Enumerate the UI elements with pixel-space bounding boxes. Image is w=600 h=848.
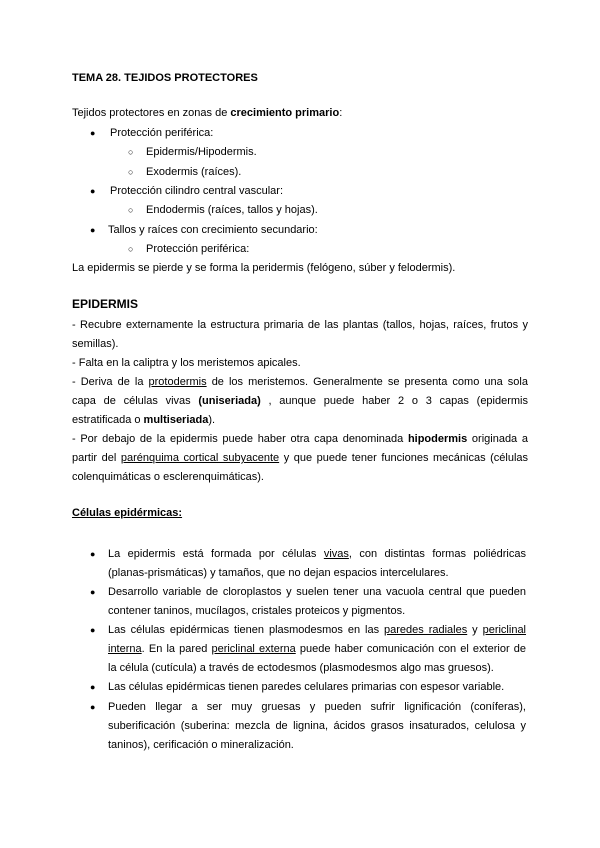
section-heading: EPIDERMIS (72, 297, 139, 311)
paragraph-line: - Deriva de la protodermis de los meristemos. Generalmente se presenta como una sola (72, 376, 528, 388)
list-item-line: Las células epidérmicas tienen paredes celulares primarias con espesor variable. (108, 681, 505, 693)
circle-bullet-icon: ○ (128, 244, 134, 254)
intro-line: Tejidos protectores en zonas de crecimiento primario: (72, 107, 343, 119)
paragraph-line: - Falta en la caliptra y los meristemos apicales. (72, 357, 301, 369)
list-item-line: Pueden llegar a ser muy gruesas y pueden sufrir lignificación (coníferas), (108, 701, 526, 713)
page-title: TEMA 28. TEJIDOS PROTECTORES (72, 72, 258, 84)
list-item-line: taninos), cerificación o mineralización. (108, 739, 294, 751)
list-item-line: contener taninos, mucílagos, cristales proteicos y pigmentos. (108, 605, 406, 617)
paragraph-line: capa de células vivas (uniseriada) , aunque puede haber 2 o 3 capas (epidermis (72, 395, 529, 407)
bullet-icon: ● (90, 587, 96, 597)
list-item-line: Desarrollo variable de cloroplastos y suelen tener una vacuola central que pueden (108, 586, 526, 598)
list-item-line: la célula (cutícula) a través de ectodesmos (plasmodesmos algo mas gruesos). (108, 662, 494, 674)
section-heading: Células epidérmicas: (72, 507, 183, 519)
paragraph-line: colenquimáticas o esclerenquimáticas). (72, 471, 264, 483)
list-item-line: La epidermis está formada por células vivas, con distintas formas poliédricas (108, 548, 526, 560)
paragraph-line: - Por debajo de la epidermis puede haber otra capa denominada hipodermis originada a (72, 433, 528, 445)
list-item: Protección periférica: (110, 127, 214, 139)
list-item-line: (planas-prismáticas) y tamaños, que no dejan espacios intercelulares. (108, 567, 449, 579)
bullet-icon: ● (90, 702, 96, 712)
bullet-icon: ● (90, 625, 96, 635)
paragraph-line: estratificada o multiseriada). (72, 414, 216, 426)
list-item: Endodermis (raíces, tallos y hojas). (146, 204, 318, 216)
list-item: Protección cilindro central vascular: (110, 185, 284, 197)
circle-bullet-icon: ○ (128, 205, 134, 215)
list-item: Protección periférica: (146, 243, 250, 255)
list-item-line: Las células epidérmicas tienen plasmodesmos en las paredes radiales y periclinal (108, 624, 527, 636)
circle-bullet-icon: ○ (128, 147, 134, 157)
bullet-icon: ● (90, 128, 96, 138)
paragraph-line: semillas). (72, 338, 119, 350)
list-item-line: suberificación (suberina: mezcla de lignina, ácidos grasos insaturados, celulosa y (108, 720, 526, 732)
paragraph-line: partir del parénquima cortical subyacente y que puede tener funciones mecánicas (células (72, 452, 529, 464)
bullet-icon: ● (90, 225, 96, 235)
list-item-line: interna. En la pared periclinal externa puede haber comunicación con el exterior de (108, 643, 527, 655)
bullet-icon: ● (90, 186, 96, 196)
bullet-icon: ● (90, 682, 96, 692)
paragraph-line: La epidermis se pierde y se forma la peridermis (felógeno, súber y felodermis). (72, 262, 456, 274)
bullet-icon: ● (90, 549, 96, 559)
list-item: Exodermis (raíces). (146, 166, 242, 178)
circle-bullet-icon: ○ (128, 167, 134, 177)
list-item: Tallos y raíces con crecimiento secundario: (108, 224, 318, 236)
paragraph-line: - Recubre externamente la estructura primaria de las plantas (tallos, hojas, raíces, frutos y (72, 319, 528, 331)
list-item: Epidermis/Hipodermis. (146, 146, 257, 158)
